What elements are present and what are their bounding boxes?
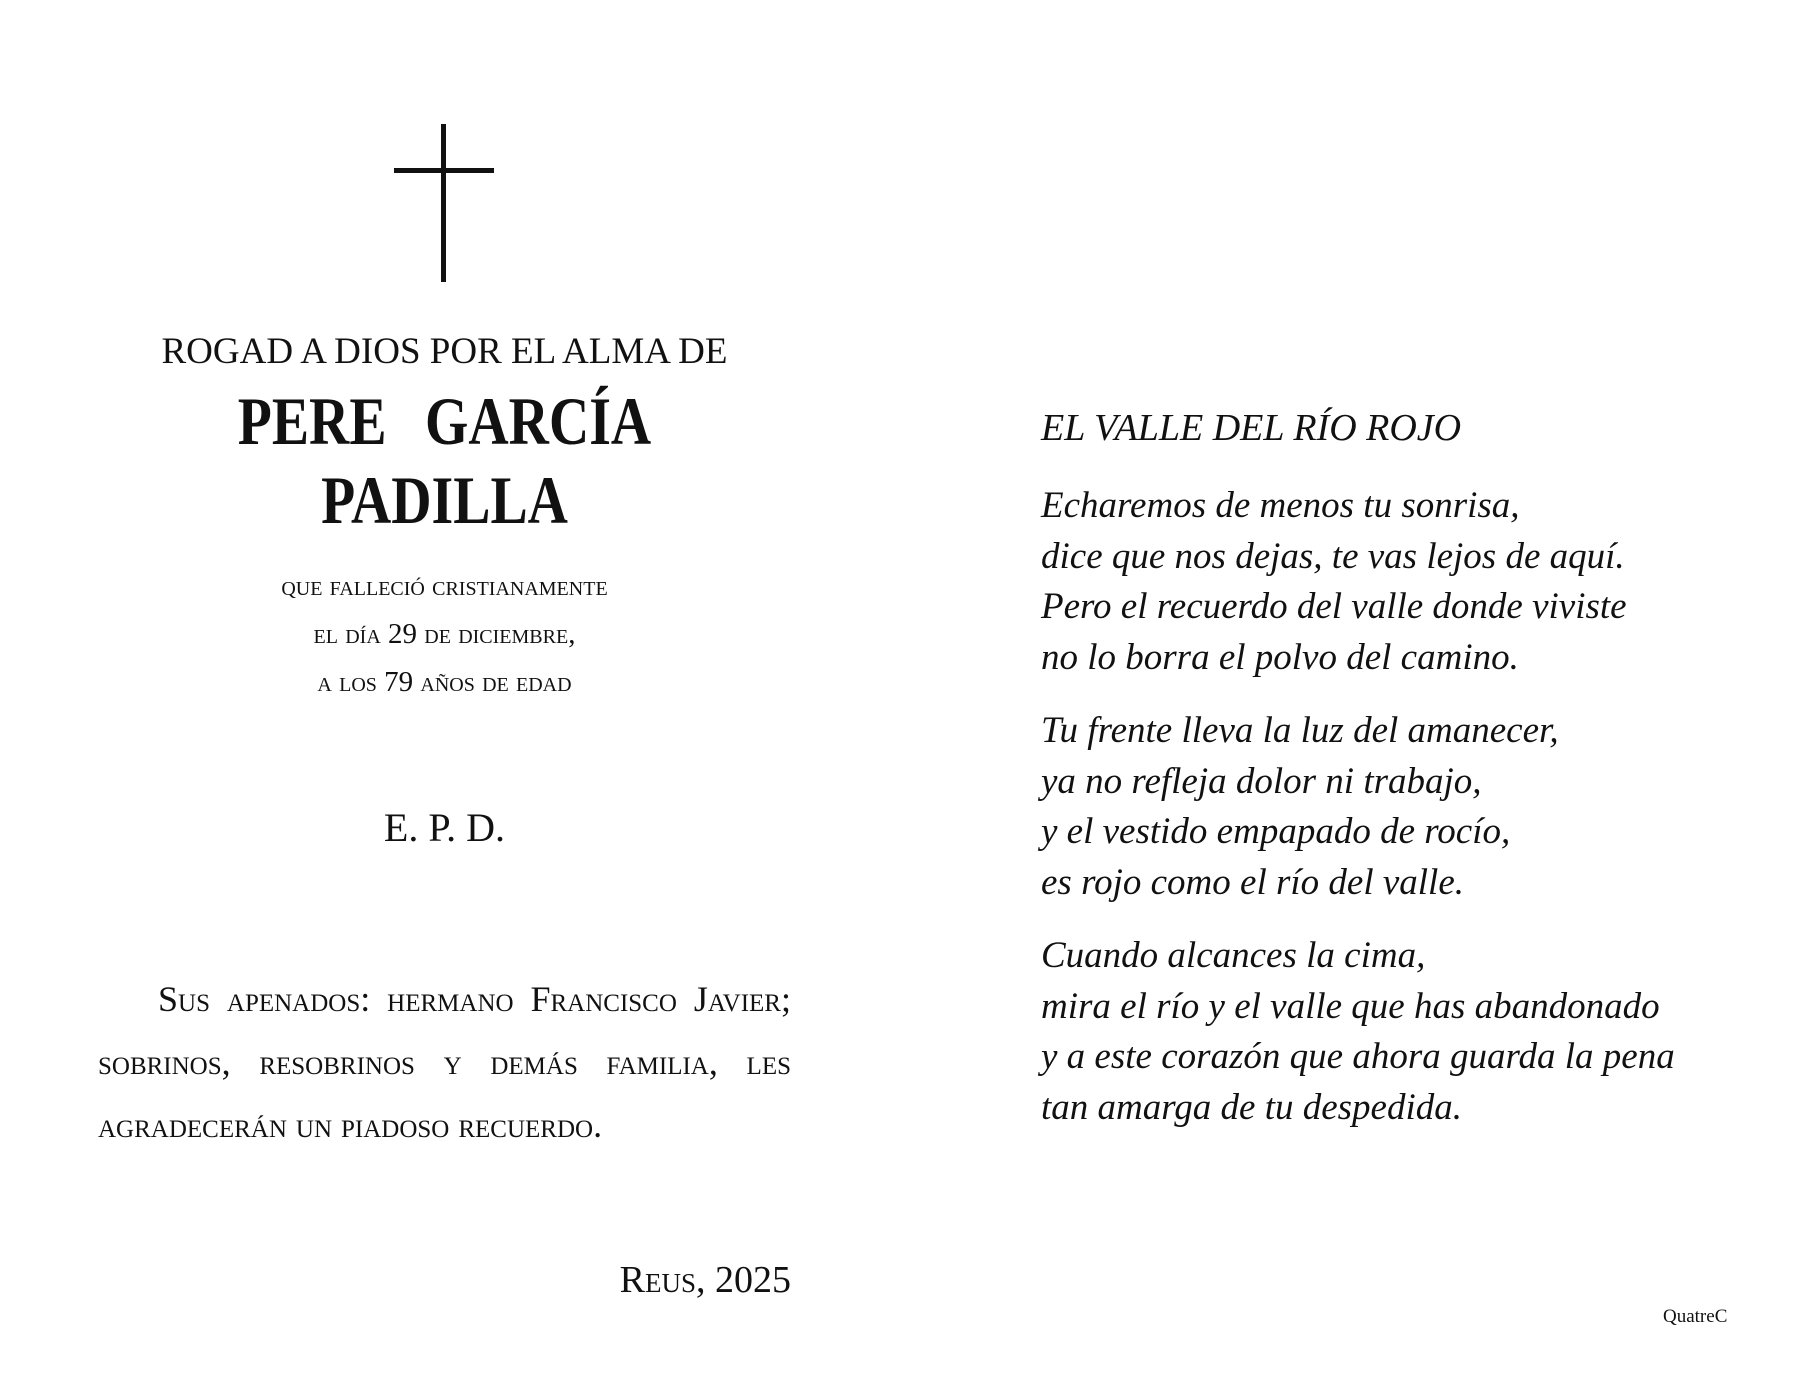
place-name: Reus — [619, 1259, 696, 1301]
death-notice-line: que falleció cristianamente — [281, 570, 608, 602]
poem-title: EL VALLE DEL RÍO ROJO — [1041, 407, 1462, 449]
poem-line: y el vestido empapado de rocío, — [1041, 811, 1511, 852]
deceased-name: PERE GARCÍA PADILLA — [237, 383, 652, 538]
poem-line: Echaremos de menos tu sonrisa, — [1041, 485, 1520, 526]
family-message: Sus apenados: hermano Francisco Javier; sobrinos, resobrinos y demás familia, les agradecerán un piadoso recuerdo. — [98, 979, 791, 1145]
cross-icon — [394, 124, 494, 282]
year: 2025 — [715, 1259, 791, 1301]
poem-stanza — [1041, 931, 1721, 1133]
death-notice-line: el día 29 de diciembre, — [313, 618, 576, 650]
prayer-heading: ROGAD A DIOS POR EL ALMA DE — [161, 331, 728, 372]
poem-stanza — [1041, 481, 1721, 683]
poem-stanza — [1041, 706, 1721, 908]
death-notice-line: a los 79 años de edad — [317, 666, 572, 698]
poem-line: ya no refleja dolor ni trabajo, — [1041, 760, 1482, 802]
poem-line: Tu frente lleva la luz del amanecer, — [1041, 710, 1559, 751]
poem-line: Pero el recuerdo del valle donde viviste — [1041, 586, 1627, 627]
death-notice — [98, 562, 791, 706]
poem-line: dice que nos dejas, te vas lejos de aquí. — [1041, 535, 1625, 577]
poem-line: tan amarga de tu despedida. — [1041, 1086, 1463, 1128]
epd-abbreviation: E. P. D. — [383, 805, 506, 850]
poem-line: Cuando alcances la cima, — [1041, 935, 1426, 976]
poem-line: mira el río y el valle que has abandonado — [1041, 985, 1660, 1027]
printer-signature: QuatreC — [1663, 1306, 1728, 1327]
poem-panel — [1041, 403, 1721, 1156]
poem-line: y a este corazón que ahora guarda la pena — [1041, 1036, 1675, 1077]
place-date: Reus, 2025 — [619, 1259, 791, 1301]
poem-line: es rojo como el río del valle. — [1041, 861, 1465, 903]
poem-line: no lo borra el polvo del camino. — [1041, 636, 1519, 678]
